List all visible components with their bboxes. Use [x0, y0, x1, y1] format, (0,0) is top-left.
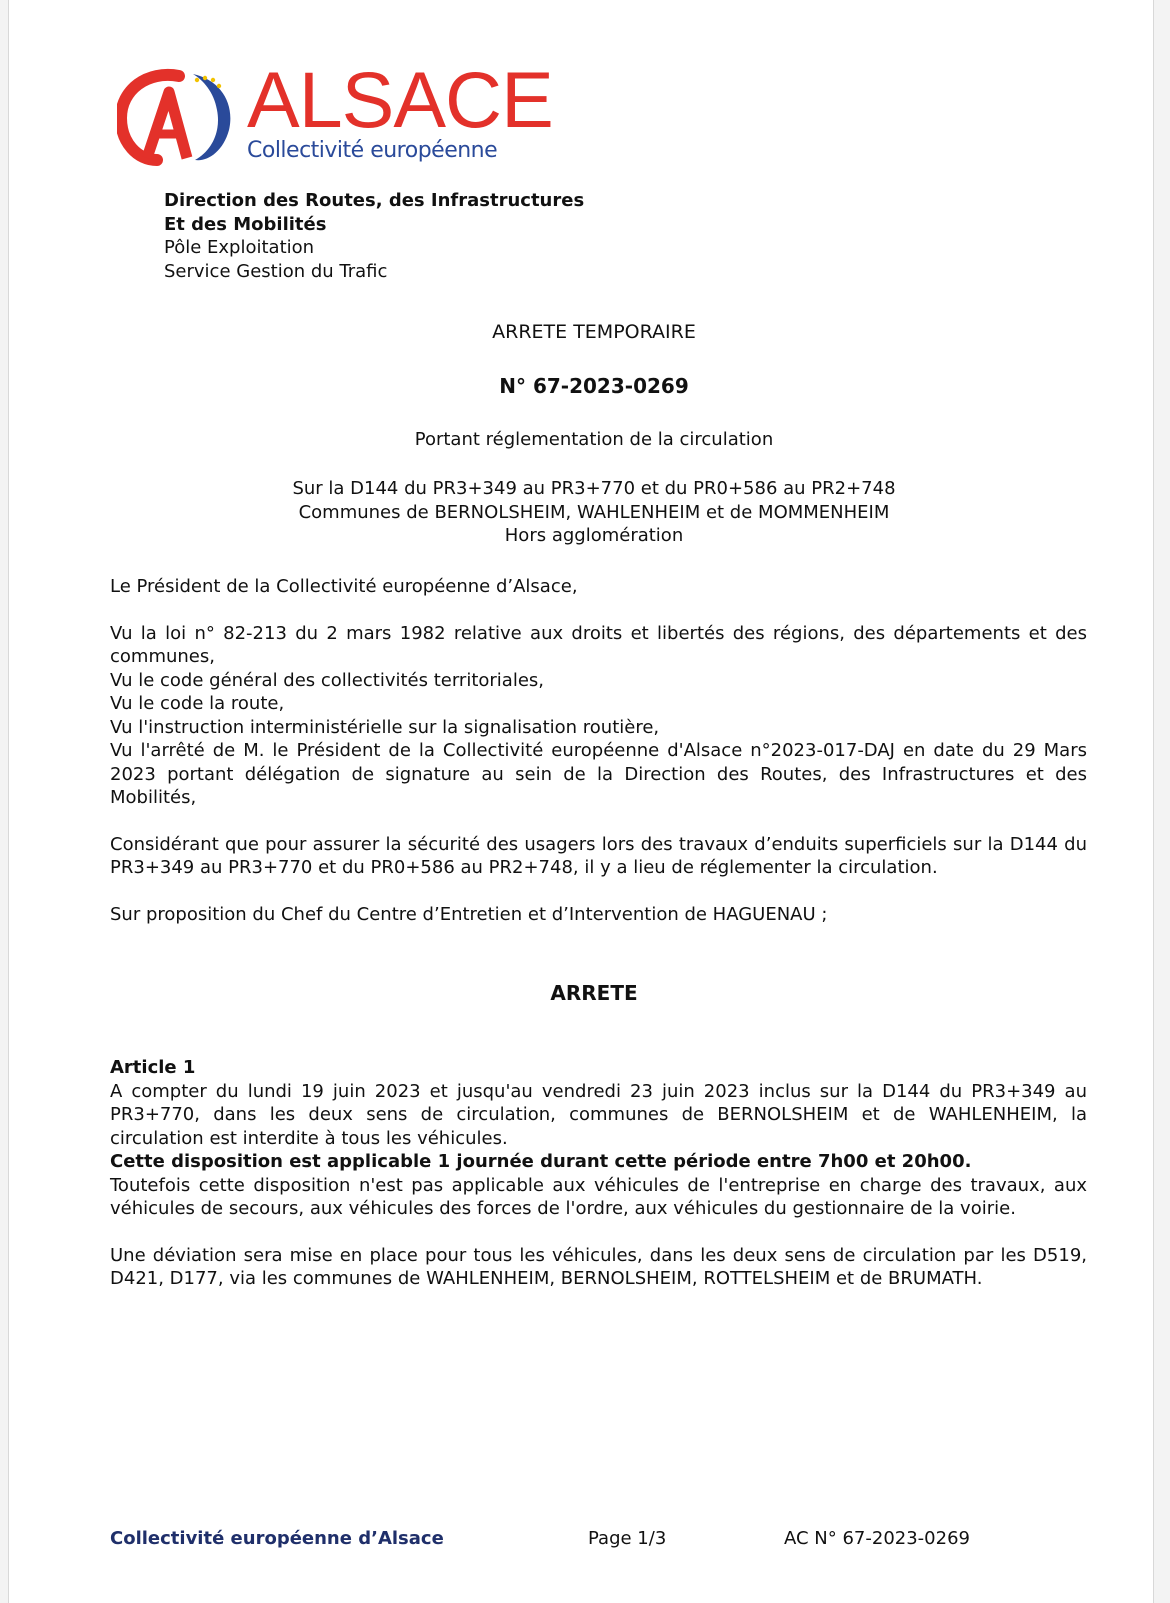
department-line-2: Et des Mobilités: [164, 213, 327, 235]
article-1-paragraph: A compter du lundi 19 juin 2023 et jusqu'au vendredi 23 juin 2023 inclus sur la D144 du PR3+349 au PR3+770, dans les deux sens de circulation, communes de BERNOLSHEIM et de WAHLENHEIM, la circulation est interdite à tous les véhicules.: [110, 1080, 1087, 1149]
alsace-logo: [117, 55, 553, 172]
president-line: Le Président de la Collectivité européenne d’Alsace,: [110, 576, 578, 597]
footer-page-number: Page 1/3: [588, 1528, 667, 1549]
document-page: [8, 0, 1154, 1603]
department-line-1: Direction des Routes, des Infrastructures: [164, 190, 585, 211]
vu-item: Vu l'instruction interministérielle sur la signalisation routière,: [110, 716, 660, 738]
preamble: [110, 575, 1087, 926]
location-line-1: Sur la D144 du PR3+349 au PR3+770 et du PR0+586 au PR2+748: [292, 478, 896, 499]
logo-title: ALSACE: [247, 55, 553, 144]
article-1-heading: Article 1: [110, 1057, 196, 1078]
proposition: Sur proposition du Chef du Centre d’Entretien et d’Intervention de HAGUENAU ;: [110, 903, 828, 925]
alsace-emblem-icon: [117, 68, 237, 168]
article-1-exceptions: Toutefois cette disposition n'est pas applicable aux véhicules de l'entreprise en charge des travaux, aux véhicules de secours, aux véhicules des forces de l'ordre, aux véhicules du gestionnaire de la voirie.: [110, 1174, 1087, 1219]
location-line-2: Communes de BERNOLSHEIM, WAHLENHEIM et de MOMMENHEIM: [298, 501, 890, 523]
vu-item: Vu le code général des collectivités territoriales,: [110, 669, 545, 691]
document-type: ARRETE TEMPORAIRE: [492, 321, 696, 343]
department-line-4: Service Gestion du Trafic: [164, 260, 388, 282]
logo-subtitle: Collectivité européenne: [247, 138, 498, 163]
location-line-3: Hors agglomération: [504, 525, 684, 546]
document-object: Portant réglementation de la circulation: [414, 429, 774, 450]
location-block: [9, 477, 1170, 548]
vu-item: Vu l'arrêté de M. le Président de la Collectivité européenne d'Alsace n°2023-017-DAJ en date du 29 Mars 2023 portant délégation de signature au sein de la Direction des Routes, des Infrastructures et des Mobilités,: [110, 740, 1087, 808]
vu-item: Vu la loi n° 82-213 du 2 mars 1982 relative aux droits et libertés des régions, des départements et des communes,: [110, 622, 1087, 667]
arrete-heading: ARRETE: [550, 981, 638, 1005]
article-1: [110, 1056, 1087, 1291]
article-1-bold-paragraph: Cette disposition est applicable 1 journée durant cette période entre 7h00 et 20h00.: [110, 1151, 972, 1172]
deviation-paragraph: Une déviation sera mise en place pour tous les véhicules, dans les deux sens de circulation par les D519, D421, D177, via les communes de WAHLENHEIM, BERNOLSHEIM, ROTTELSHEIM et de BRUMATH.: [110, 1244, 1087, 1289]
department-line-3: Pôle Exploitation: [164, 237, 315, 258]
vu-item: Vu le code la route,: [110, 693, 285, 714]
considerant: Considérant que pour assurer la sécurité des usagers lors des travaux d’enduits superficiels sur la D144 du PR3+349 au PR3+770 et du PR0+586 au PR2+748, il y a lieu de réglementer la circulation.: [110, 833, 1087, 878]
document-number: N° 67-2023-0269: [499, 374, 689, 398]
footer-organization: Collectivité européenne d’Alsace: [110, 1528, 444, 1549]
footer-reference: AC N° 67-2023-0269: [784, 1528, 970, 1549]
department-header: [164, 189, 584, 283]
